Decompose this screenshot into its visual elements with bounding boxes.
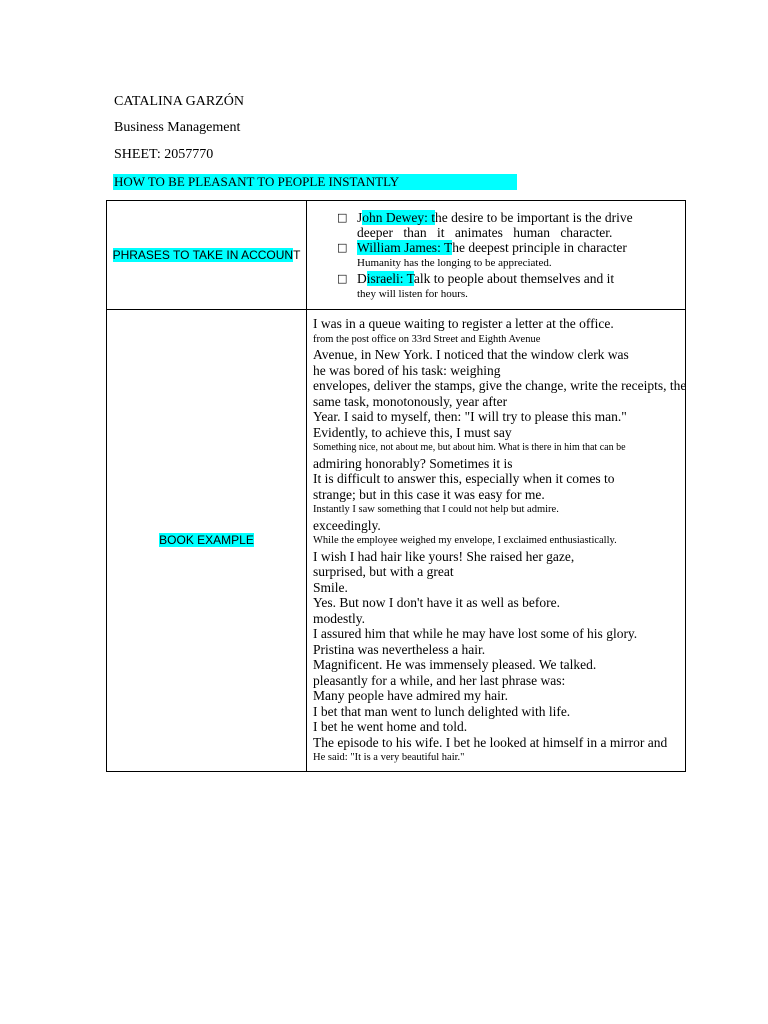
story-line: I was in a queue waiting to register a letter at the office. — [313, 316, 614, 332]
author-name: CATALINA GARZÓN — [114, 94, 244, 109]
phrase-item — [307, 210, 685, 225]
story-line: I assured him that while he may have lost some of his glory. — [313, 626, 638, 642]
checkbox-square-icon: □ — [337, 211, 348, 224]
book-example-row — [107, 310, 686, 772]
story-line: It is difficult to answer this, especially when it comes to — [313, 471, 615, 487]
document-title: HOW TO BE PLEASANT TO PEOPLE INSTANTLY — [114, 174, 400, 189]
story-line: surprised, but with a great — [313, 564, 454, 580]
story-line: strange; but in this case it was easy for me. — [313, 486, 545, 502]
phrase-item — [307, 271, 685, 286]
story-line: I wish I had hair like yours! She raised her gaze, — [313, 548, 575, 564]
story-line: pleasantly for a while, and her last phrase was: — [313, 672, 566, 688]
story-line: Smile. — [313, 579, 348, 595]
sheet-number: SHEET: 2057770 — [114, 147, 214, 162]
story-line: Something nice, not about me, but about him. What is there in him that can be — [313, 442, 626, 454]
phrases-list — [307, 208, 685, 302]
story-line: from the post office on 33rd Street and Eighth Avenue — [313, 333, 541, 345]
story-line: He said: "It is a very beautiful hair." — [313, 752, 465, 764]
phrase-author: israeli: T — [366, 271, 414, 286]
story-line: he was bored of his task: weighing — [313, 362, 501, 378]
story-line: Avenue, in New York. I noticed that the window clerk was — [313, 347, 629, 363]
story-line: exceedingly. — [313, 517, 381, 533]
story-line: Pristina was nevertheless a hair. — [313, 641, 486, 657]
story-line: admiring honorably? Sometimes it is — [313, 455, 513, 471]
story-line: The episode to his wife. I bet he looked at himself in a mirror and — [313, 734, 668, 750]
phrase-continuation: Humanity has the longing to be appreciated. — [357, 257, 552, 269]
phrases-label-cell — [107, 201, 307, 310]
story-line: Evidently, to achieve this, I must say — [313, 424, 512, 440]
story-line: Year. I said to myself, then: "I will try to please this man." — [313, 409, 627, 425]
story-line: While the employee weighed my envelope, I exclaimed enthusiastically. — [313, 535, 617, 547]
book-example-label-cell — [107, 310, 307, 772]
phrase-author: ohn Dewey: t — [362, 210, 435, 225]
phrases-label — [113, 248, 301, 263]
phrase-author-prefix: J — [357, 210, 363, 225]
phrase-author-prefix: D — [357, 271, 367, 286]
phrases-row — [107, 201, 686, 310]
phrase-author: William James: T — [357, 240, 453, 255]
phrase-text: he deepest principle in character — [452, 240, 627, 255]
phrase-continuation: deeper than it animates human character. — [357, 225, 613, 240]
story-line: Magnificent. He was immensely pleased. We talked. — [313, 657, 597, 673]
phrase-item — [307, 240, 685, 255]
story-line: envelopes, deliver the stamps, give the change, write the receipts, the — [313, 378, 687, 394]
program-name: Business Management — [114, 120, 241, 135]
story-line: I bet that man went to lunch delighted with life. — [313, 703, 571, 719]
phrase-text: alk to people about themselves and it — [413, 271, 615, 286]
story-line: Many people have admired my hair. — [313, 688, 508, 704]
phrase-text: he desire to be important is the drive — [435, 210, 633, 225]
content-table — [106, 200, 686, 772]
story-line: Instantly I saw something that I could not help but admire. — [313, 504, 559, 516]
phrases-cell — [307, 201, 686, 310]
book-example-text — [307, 315, 685, 766]
book-example-label: BOOK EXAMPLE — [159, 533, 254, 547]
checkbox-square-icon: □ — [337, 241, 348, 254]
phrase-continuation: they will listen for hours. — [357, 288, 468, 300]
story-line: Yes. But now I don't have it as well as before. — [313, 595, 561, 611]
story-line: same task, monotonously, year after — [313, 393, 508, 409]
checkbox-square-icon: □ — [337, 272, 348, 285]
phrases-label-highlight: PHRASES TO TAKE IN ACCOUN — [112, 247, 294, 262]
story-line: modestly. — [313, 610, 365, 626]
book-example-cell — [307, 310, 686, 772]
story-line: I bet he went home and told. — [313, 719, 468, 735]
phrases-label-tail: T — [293, 247, 301, 262]
